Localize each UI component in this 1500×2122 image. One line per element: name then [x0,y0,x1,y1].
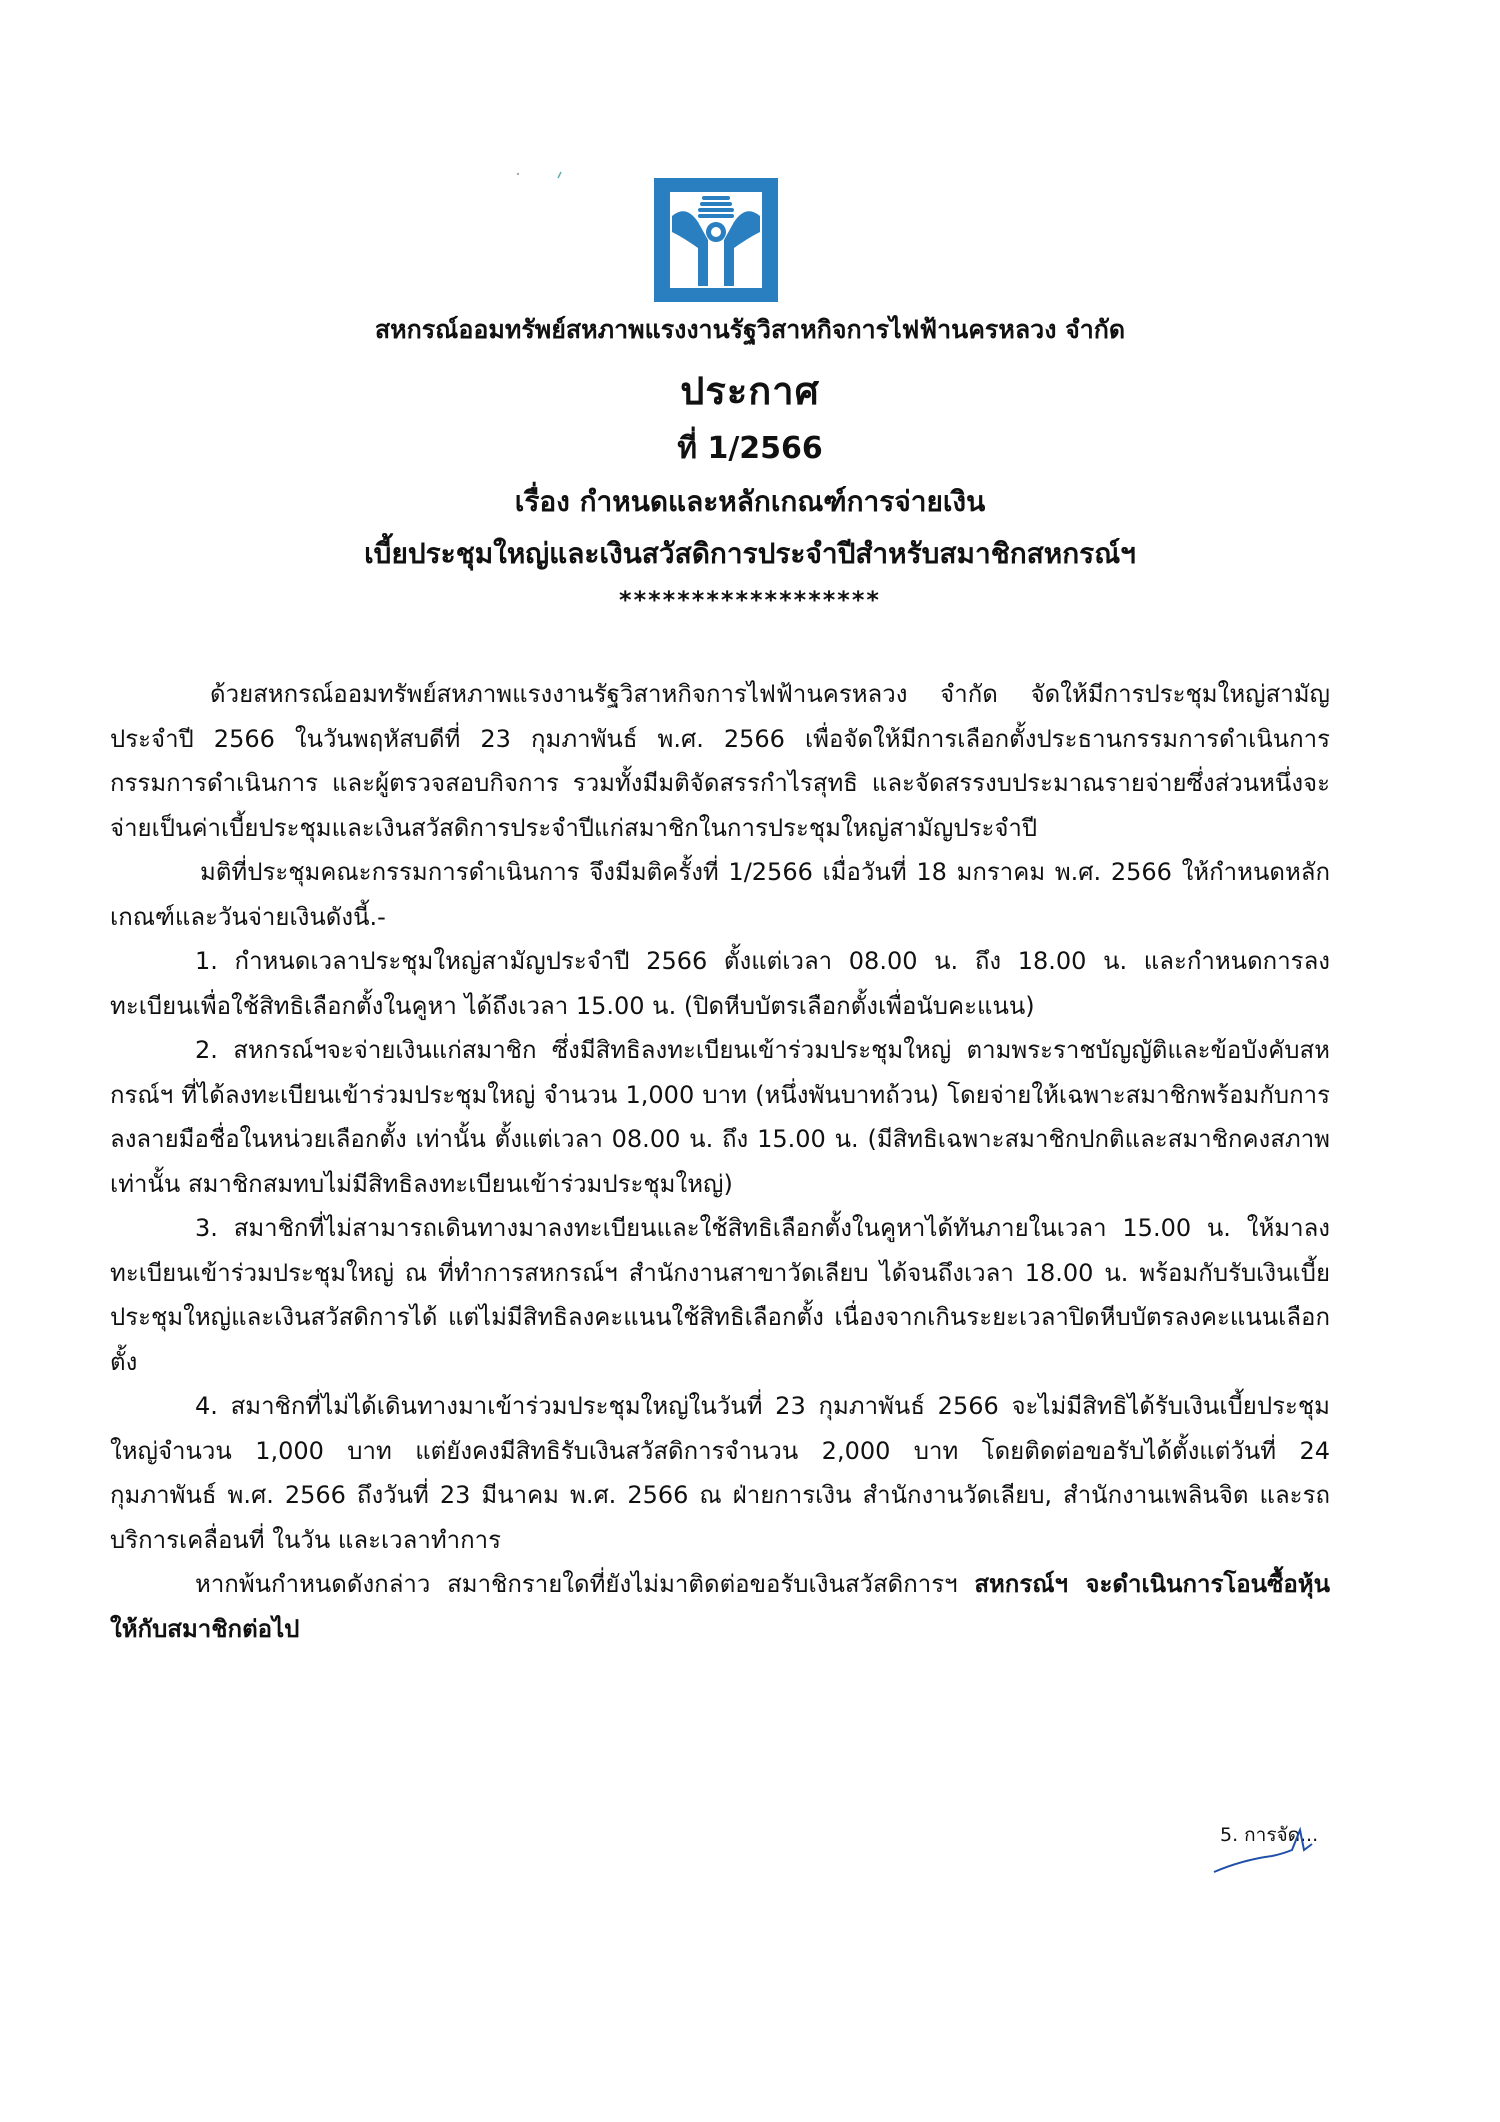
item-3-paragraph: 3. สมาชิกที่ไม่สามารถเดินทางมาลงทะเบียนและใช้สิทธิเลือกตั้งในคูหาได้ทันภายในเวลา 15.00 น. ให้มาลงทะเบียนเข้าร่วมประชุมใหญ่ ณ ที่ทำการสหกรณ์ฯ สำนักงานสาขาวัดเลียบ ได้จนถึงเวลา 18.00 น. พร้อมกับรับเงินเบี้ยประชุมใหญ่และเงินสวัสดิการได้ แต่ไม่มีสิทธิลงคะแนนใช้สิทธิเลือกตั้ง เนื่องจากเกินระยะเวลาปิดหีบบัตรลงคะแนนเลือกตั้ง [110,1214,1330,1376]
organization-name: สหกรณ์ออมทรัพย์สหภาพแรงงานรัฐวิสาหกิจการไฟฟ้านครหลวง จำกัด [374,315,1126,344]
item-1-paragraph: 1. กำหนดเวลาประชุมใหญ่สามัญประจำปี 2566 ตั้งแต่เวลา 08.00 น. ถึง 18.00 น. และกำหนดการลงทะเบียนเพื่อใช้สิทธิเลือกตั้งในคูหา ได้ถึงเวลา 15.00 น. (ปิดหีบบัตรเลือกตั้งเพื่อนับคะแนน) [110,947,1330,1020]
resolution-paragraph: มติที่ประชุมคณะกรรมการดำเนินการ จึงมีมติครั้งที่ 1/2566 เมื่อวันที่ 18 มกราคม พ.ศ. 2566 ให้กำหนดหลักเกณฑ์และวันจ่ายเงินดังนี้.- [110,858,1330,931]
header-separator: ****************** [619,586,881,614]
subject-line-1: เรื่อง กำหนดและหลักเกณฑ์การจ่ายเงิน [514,485,986,518]
closing-text: หากพ้นกำหนดดังกล่าว สมาชิกรายใดที่ยังไม่มาติดต่อขอรับเงินสวัสดิการฯ [195,1570,975,1598]
item-4-paragraph: 4. สมาชิกที่ไม่ได้เดินทางมาเข้าร่วมประชุมใหญ่ในวันที่ 23 กุมภาพันธ์ 2566 จะไม่มีสิทธิได้รับเงินเบี้ยประชุมใหญ่จำนวน 1,000 บาท แต่ยังคงมีสิทธิรับเงินสวัสดิการจำนวน 2,000 บาท โดยติดต่อขอรับได้ตั้งแต่วันที่ 24 กุมภาพันธ์ พ.ศ. 2566 ถึงวันที่ 23 มีนาคม พ.ศ. 2566 ณ ฝ่ายการเงิน สำนักงานวัดเลียบ, สำนักงานเพลินจิต และรถบริการเคลื่อนที่ ในวัน และเวลาทำการ [110,1392,1330,1554]
item-2-paragraph: 2. สหกรณ์ฯจะจ่ายเงินแก่สมาชิก ซึ่งมีสิทธิลงทะเบียนเข้าร่วมประชุมใหญ่ ตามพระราชบัญญัติและข้อบังคับสหกรณ์ฯ ที่ได้ลงทะเบียนเข้าร่วมประชุมใหญ่ จำนวน 1,000 บาท (หนึ่งพันบาทถ้วน) โดยจ่ายให้เฉพาะสมาชิกพร้อมกับการลงลายมือชื่อในหน่วยเลือกตั้ง เท่านั้น ตั้งแต่เวลา 08.00 น. ถึง 15.00 น. (มีสิทธิเฉพาะสมาชิกปกติและสมาชิกคงสภาพเท่านั้น สมาชิกสมทบไม่มีสิทธิลงทะเบียนเข้าร่วมประชุมใหญ่) [110,1036,1330,1198]
next-page-marker: 5. การจัด... [1220,1824,1319,1846]
announcement-number: ที่ 1/2566 [677,431,823,466]
intro-paragraph: ด้วยสหกรณ์ออมทรัพย์สหภาพแรงงานรัฐวิสาหกิจการไฟฟ้านครหลวง จำกัด จัดให้มีการประชุมใหญ่สามัญประจำปี 2566 ในวันพฤหัสบดีที่ 23 กุมภาพันธ์ พ.ศ. 2566 เพื่อจัดให้มีการเลือกตั้งประธานกรรมการดำเนินการ กรรมการดำเนินการ และผู้ตรวจสอบกิจการ รวมทั้งมีมติจัดสรรกำไรสุทธิ และจัดสรรงบประมาณรายจ่ายซึ่งส่วนหนึ่งจะจ่ายเป็นค่าเบี้ยประชุมและเงินสวัสดิการประจำปีแก่สมาชิกในการประชุมใหญ่สามัญประจำปี [110,680,1330,842]
closing-bold-text: สหกรณ์ฯ จะดำเนินการโอนซื้อหุ้นให้กับสมาชิกต่อไป [110,1570,1330,1643]
announcement-title: ประกาศ [680,369,820,413]
subject-line-2: เบี้ยประชุมใหญ่และเงินสวัสดิการประจำปีสำหรับสมาชิกสหกรณ์ฯ [364,537,1136,570]
